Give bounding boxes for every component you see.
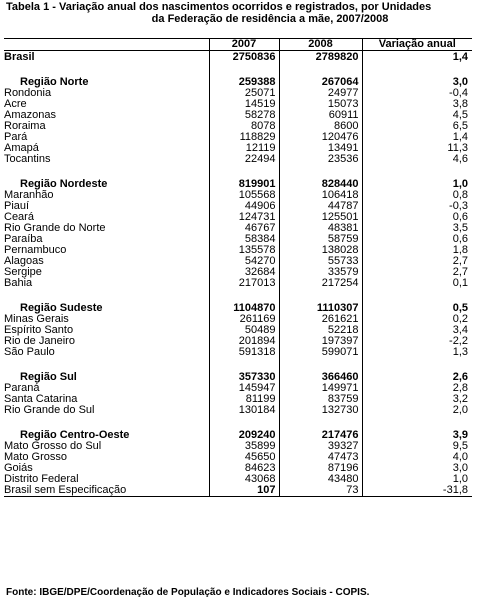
- table-row: [4, 190, 472, 201]
- value-2007: 50489: [209, 325, 279, 336]
- row-name: Acre: [4, 99, 27, 110]
- table-row: [4, 51, 472, 64]
- table-row: [4, 325, 472, 336]
- value-variation: 3,0: [452, 463, 468, 474]
- table-row: [4, 394, 472, 405]
- row-name: Rio Grande do Norte: [4, 223, 106, 234]
- row-name: Mato Grosso do Sul: [4, 441, 102, 452]
- table-row: [4, 485, 472, 497]
- value-2008: 60911: [279, 110, 362, 121]
- value-variation: -2,2: [449, 336, 468, 347]
- table-row: [4, 212, 472, 223]
- table-row: [4, 121, 472, 132]
- table-row: [4, 234, 472, 245]
- spacer-cell: [362, 358, 472, 372]
- value-2007: 81199: [209, 394, 279, 405]
- row-name: Piauí: [4, 201, 30, 212]
- value-2008: 87196: [279, 463, 362, 474]
- value-2008: 267064: [279, 77, 362, 88]
- value-2008: 15073: [279, 99, 362, 110]
- row-name: Sergipe: [4, 267, 42, 278]
- value-2008: 132730: [279, 405, 362, 416]
- spacer-cell: [209, 289, 279, 303]
- row-name: Região Centro-Oeste: [20, 430, 130, 441]
- table-row: [4, 405, 472, 416]
- value-2007: 84623: [209, 463, 279, 474]
- value-2007: 25071: [209, 88, 279, 99]
- table-title-line-1: Tabela 1 - Variação anual dos nascimentos ocorridos e registrados, por Unidades: [6, 1, 432, 13]
- value-2008: 138028: [279, 245, 362, 256]
- value-2007: 58384: [209, 234, 279, 245]
- value-2008: 23536: [279, 154, 362, 165]
- row-name: Pará: [4, 132, 28, 143]
- value-2008: 33579: [279, 267, 362, 278]
- table-row: [4, 278, 472, 289]
- table-title-line-2: da Federação de residência a mãe, 2007/2008: [151, 13, 389, 25]
- value-variation: 6,5: [452, 121, 468, 132]
- value-2007: 2750836: [209, 51, 279, 64]
- value-variation: 0,5: [452, 303, 468, 314]
- births-table: [4, 38, 472, 497]
- row-name: Rio de Janeiro: [4, 336, 75, 347]
- value-2008: 217254: [279, 278, 362, 289]
- table-row: [4, 452, 472, 463]
- value-variation: 0,6: [452, 212, 468, 223]
- value-2008: 58759: [279, 234, 362, 245]
- row-name: Espírito Santo: [4, 325, 74, 336]
- row-name: Amazonas: [4, 110, 56, 121]
- table-body: [4, 51, 472, 497]
- value-2008: 24977: [279, 88, 362, 99]
- spacer-cell: [4, 289, 209, 303]
- value-2007: 45650: [209, 452, 279, 463]
- table-row: [4, 383, 472, 394]
- value-2008: 48381: [279, 223, 362, 234]
- table-row: [4, 201, 472, 212]
- row-name: Roraima: [4, 121, 46, 132]
- value-variation: 1,4: [452, 51, 468, 63]
- spacer-cell: [362, 63, 472, 77]
- value-2007: 145947: [209, 383, 279, 394]
- header-2007: 2007: [209, 39, 279, 51]
- table-title: [6, 1, 474, 25]
- value-2007: 591318: [209, 347, 279, 358]
- table-row: [4, 474, 472, 485]
- value-variation: 1,0: [452, 474, 468, 485]
- header-2008: 2008: [279, 39, 362, 51]
- row-name: Brasil: [4, 51, 35, 63]
- value-variation: 3,0: [452, 77, 468, 88]
- table-row: [4, 154, 472, 165]
- region-row: [4, 77, 472, 88]
- row-name: Paraíba: [4, 234, 43, 245]
- spacer-cell: [279, 165, 362, 179]
- spacer-cell: [209, 165, 279, 179]
- value-2007: 54270: [209, 256, 279, 267]
- value-variation: 0,2: [452, 314, 468, 325]
- spacer-cell: [279, 63, 362, 77]
- value-2008: 217476: [279, 430, 362, 441]
- value-2008: 13491: [279, 143, 362, 154]
- value-2007: 135578: [209, 245, 279, 256]
- table-row: [4, 256, 472, 267]
- value-variation: 2,6: [452, 372, 468, 383]
- spacer-cell: [279, 358, 362, 372]
- spacer-cell: [209, 63, 279, 77]
- value-variation: 1,4: [452, 132, 468, 143]
- value-2008: 52218: [279, 325, 362, 336]
- spacer-row: [4, 416, 472, 430]
- value-2008: 120476: [279, 132, 362, 143]
- region-row: [4, 303, 472, 314]
- header-variation: Variação anual: [362, 39, 472, 51]
- spacer-row: [4, 63, 472, 77]
- value-2008: 73: [279, 485, 362, 497]
- value-2007: 124731: [209, 212, 279, 223]
- value-variation: 2,0: [452, 405, 468, 416]
- spacer-cell: [4, 165, 209, 179]
- value-2008: 44787: [279, 201, 362, 212]
- region-row: [4, 179, 472, 190]
- row-name: Região Sudeste: [20, 303, 103, 314]
- row-name: Goiás: [4, 463, 33, 474]
- row-name: Região Nordeste: [20, 179, 108, 190]
- value-2008: 197397: [279, 336, 362, 347]
- row-name: Ceará: [4, 212, 34, 223]
- spacer-cell: [279, 416, 362, 430]
- value-2008: 43480: [279, 474, 362, 485]
- spacer-cell: [4, 358, 209, 372]
- spacer-cell: [4, 63, 209, 77]
- value-variation: 3,4: [452, 325, 468, 336]
- value-variation: 3,8: [452, 99, 468, 110]
- row-name: Alagoas: [4, 256, 44, 267]
- table-row: [4, 110, 472, 121]
- row-name: Distrito Federal: [4, 474, 79, 485]
- value-variation: 4,5: [452, 110, 468, 121]
- row-name: Região Norte: [20, 77, 89, 88]
- table-row: [4, 463, 472, 474]
- value-variation: 3,2: [452, 394, 468, 405]
- value-2007: 261169: [209, 314, 279, 325]
- value-2007: 819901: [209, 179, 279, 190]
- table-source-note: Fonte: IBGE/DPE/Coordenação de População e Indicadores Sociais - COPIS.: [6, 587, 370, 598]
- row-name: Brasil sem Especificação: [4, 485, 209, 497]
- value-variation: -0,3: [449, 201, 468, 212]
- value-2007: 46767: [209, 223, 279, 234]
- value-2008: 47473: [279, 452, 362, 463]
- value-variation: 2,7: [452, 256, 468, 267]
- table-row: [4, 132, 472, 143]
- table-row: [4, 267, 472, 278]
- value-2007: 357330: [209, 372, 279, 383]
- value-2008: 55733: [279, 256, 362, 267]
- table-header-row: [4, 39, 472, 51]
- row-name: Região Sul: [20, 372, 77, 383]
- value-2007: 201894: [209, 336, 279, 347]
- row-name: Rio Grande do Sul: [4, 405, 95, 416]
- spacer-row: [4, 289, 472, 303]
- value-2007: 32684: [209, 267, 279, 278]
- value-variation: 2,7: [452, 267, 468, 278]
- value-variation: 2,8: [452, 383, 468, 394]
- value-2007: 14519: [209, 99, 279, 110]
- table-row: [4, 245, 472, 256]
- value-variation: 4,6: [452, 154, 468, 165]
- spacer-cell: [362, 416, 472, 430]
- table-row: [4, 223, 472, 234]
- spacer-cell: [209, 416, 279, 430]
- value-2007: 130184: [209, 405, 279, 416]
- row-name: Minas Gerais: [4, 314, 69, 325]
- value-2008: 39327: [279, 441, 362, 452]
- row-name: Mato Grosso: [4, 452, 67, 463]
- value-2007: 58278: [209, 110, 279, 121]
- value-2007: 217013: [209, 278, 279, 289]
- value-variation: -0,4: [449, 88, 468, 99]
- value-variation: 11,3: [447, 143, 468, 154]
- spacer-cell: [362, 289, 472, 303]
- table-row: [4, 441, 472, 452]
- value-2007: 8078: [209, 121, 279, 132]
- table-row: [4, 99, 472, 110]
- value-variation: 0,8: [452, 190, 468, 201]
- value-2008: 599071: [279, 347, 362, 358]
- table-row: [4, 336, 472, 347]
- value-2007: 107: [209, 485, 279, 497]
- value-variation: 3,5: [452, 223, 468, 234]
- table-row: [4, 347, 472, 358]
- value-2008: 366460: [279, 372, 362, 383]
- value-2007: 1104870: [209, 303, 279, 314]
- value-2008: 106418: [279, 190, 362, 201]
- value-2008: 125501: [279, 212, 362, 223]
- value-variation: 3,9: [452, 430, 468, 441]
- value-variation: 0,1: [452, 278, 468, 289]
- row-name: Bahia: [4, 278, 33, 289]
- value-variation: 4,0: [452, 452, 468, 463]
- value-2008: 828440: [279, 179, 362, 190]
- header-region-blank: [4, 39, 209, 51]
- row-name: Santa Catarina: [4, 394, 78, 405]
- spacer-cell: [4, 416, 209, 430]
- value-2007: 259388: [209, 77, 279, 88]
- spacer-cell: [279, 289, 362, 303]
- value-2007: 118829: [209, 132, 279, 143]
- value-variation: 1,8: [452, 245, 468, 256]
- value-2007: 44906: [209, 201, 279, 212]
- row-name: Maranhão: [4, 190, 54, 201]
- row-name: Paraná: [4, 383, 40, 394]
- row-name: Rondonia: [4, 88, 52, 99]
- region-row: [4, 430, 472, 441]
- value-2007: 209240: [209, 430, 279, 441]
- value-variation: 1,0: [452, 179, 468, 190]
- spacer-row: [4, 358, 472, 372]
- spacer-cell: [362, 165, 472, 179]
- spacer-row: [4, 165, 472, 179]
- value-2007: 43068: [209, 474, 279, 485]
- value-variation: 0,6: [452, 234, 468, 245]
- row-name: Tocantins: [4, 154, 51, 165]
- row-name: Pernambuco: [4, 245, 67, 256]
- value-2007: 35899: [209, 441, 279, 452]
- value-variation: -31,8: [362, 485, 472, 497]
- value-2008: 2789820: [279, 51, 362, 64]
- spacer-cell: [209, 358, 279, 372]
- table-row: [4, 143, 472, 154]
- region-row: [4, 372, 472, 383]
- value-2008: 1110307: [279, 303, 362, 314]
- value-2008: 8600: [279, 121, 362, 132]
- table-row: [4, 88, 472, 99]
- row-name: São Paulo: [4, 347, 55, 358]
- value-2008: 83759: [279, 394, 362, 405]
- row-name: Amapá: [4, 143, 39, 154]
- value-2007: 22494: [209, 154, 279, 165]
- value-2007: 12119: [209, 143, 279, 154]
- value-2008: 149971: [279, 383, 362, 394]
- value-2007: 105568: [209, 190, 279, 201]
- value-variation: 9,5: [452, 441, 468, 452]
- table-row: [4, 314, 472, 325]
- value-variation: 1,3: [452, 347, 468, 358]
- value-2008: 261621: [279, 314, 362, 325]
